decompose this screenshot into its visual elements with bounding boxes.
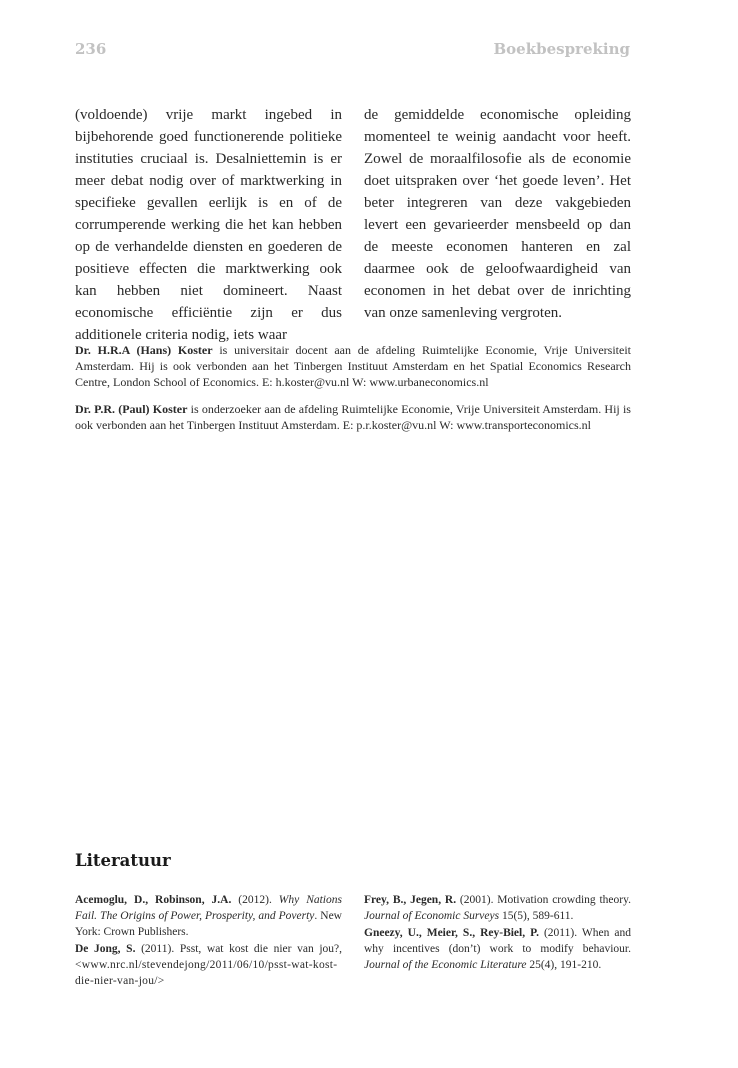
reference-rest: . New York: Crown Publishers. [75, 910, 342, 938]
author-name: Dr. P.R. (Paul) Koster [75, 402, 188, 416]
reference-year: (2001). [456, 894, 498, 906]
reference-year: (2011). [135, 943, 180, 955]
reference-source: Journal of the Economic Literature [364, 959, 527, 971]
reference-authors: Frey, B., Jegen, R. [364, 894, 457, 906]
reference-source: Journal of Economic Surveys [364, 910, 500, 922]
section-title: Boekbespreking [493, 40, 630, 58]
running-head [75, 40, 630, 58]
body-column-left: (voldoende) vrije markt ingebed in bijbehorende goed functionerende politieke instituties cruciaal is. Desalniettemin is er meer debat nodig over of marktwerking in specifieke gevallen eerlijk is en of de corrumperende werking die het kan hebben op de verhandelde diensten en goederen de positieve effecten die marktwerking ook kan hebben niet domineert. Naast economische efficiëntie zijn er dus additionele criteria nodig, iets waar [75, 107, 342, 343]
reference-rest: 15(5), 589-611. [499, 910, 574, 922]
author-bio [75, 401, 631, 433]
author-bios [75, 342, 631, 444]
body-column-right: de gemiddelde economische opleiding momenteel te weinig aandacht voor heeft. Zowel de moraalfilosofie als de economie doet uitspraken over ‘het goede leven’. Het beter integreren van deze vakgebieden levert een gevarieerder mensbeeld op dan de meeste economen hanteren en zal daarmee ook de geloofwaardigheid van economen in het debat over de inrichting van onze samenleving vergroten. [364, 107, 631, 321]
reference-authors: Gneezy, U., Meier, S., Rey-Biel, P. [364, 927, 539, 939]
reference-title: When and why incentives (don’t) work to modify behaviour. [364, 927, 631, 955]
body-text [75, 104, 631, 346]
reference-title: Why Nations Fail. The Origins of Power, Prosperity, and Poverty [75, 894, 342, 922]
author-name: Dr. H.R.A (Hans) Koster [75, 343, 213, 357]
author-bio-text: is onderzoeker aan de afdeling Ruimtelijke Economie, Vrije Universiteit Amsterdam. Hij is ook verbonden aan het Tinbergen Instituut Amsterdam. E: p.r.koster@vu.nl W: www.transporteconomics.nl [75, 402, 631, 432]
reference-column-left [75, 892, 342, 990]
reference-rest: 25(4), 191-210. [526, 959, 602, 971]
literature-heading: Literatuur [75, 851, 171, 870]
author-bio-text: is universitair docent aan de afdeling Ruimtelijke Economie, Vrije Universiteit Amsterdam. Hij is ook verbonden aan het Tinbergen Instituut Amsterdam en het Spatial Economics Research Centre, London School of Economics. E: h.koster@vu.nl W: www.urbaneconomics.nl [75, 343, 631, 389]
reference-title: Motivation crowding theory. [497, 894, 631, 906]
reference-list [75, 892, 631, 990]
reference-year: (2011). [538, 927, 582, 939]
reference-item [75, 941, 342, 989]
reference-authors: Acemoglu, D., Robinson, J.A. [75, 894, 232, 906]
reference-url: <www.nrc.nl/stevendejong/2011/06/10/psst-wat-kost-die-nier-van-jou/> [75, 959, 338, 987]
reference-title: Psst, wat kost die nier van jou?, [179, 943, 343, 955]
reference-item [364, 892, 631, 924]
reference-year: (2012). [231, 894, 279, 906]
page-number: 236 [75, 40, 107, 58]
reference-item [75, 892, 342, 940]
author-bio [75, 342, 631, 390]
reference-column-right [364, 892, 631, 990]
reference-authors: De Jong, S. [75, 943, 136, 955]
reference-item [364, 925, 631, 973]
